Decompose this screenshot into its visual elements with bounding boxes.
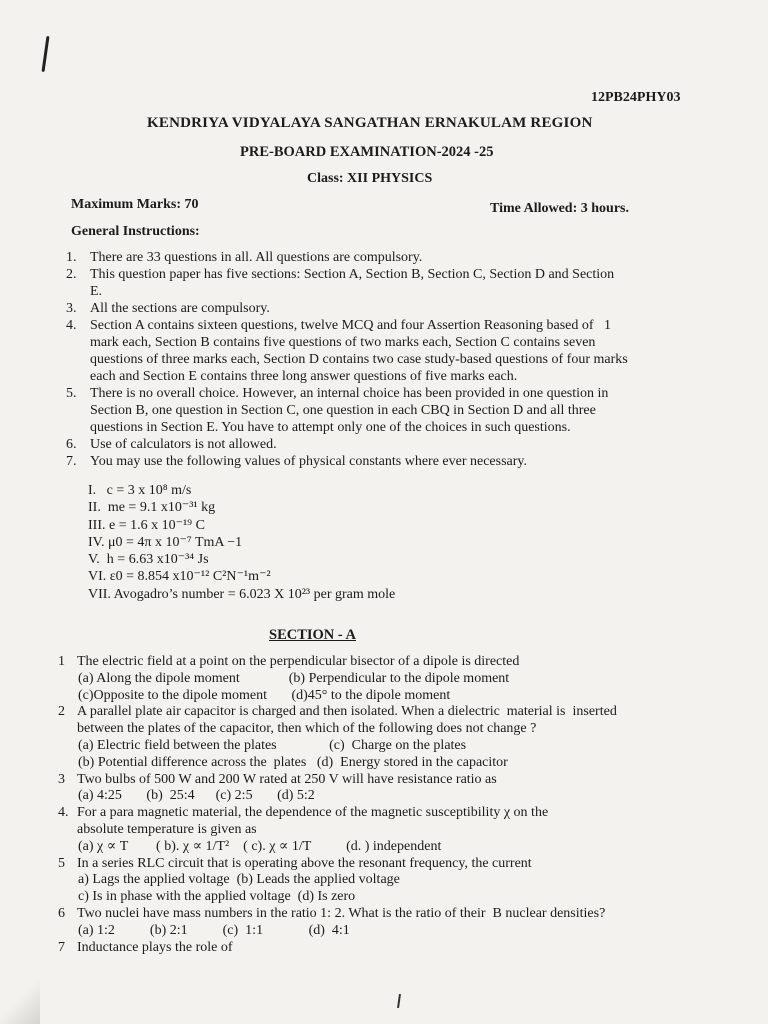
instruction-number bbox=[66, 351, 90, 368]
instruction-line bbox=[66, 266, 628, 283]
question-options: a) Lags the applied voltage (b) Leads the applied voltage bbox=[78, 872, 400, 888]
instruction-text: mark each, Section B contains five questions of two marks each, Section C contains seven bbox=[90, 335, 596, 350]
question-number bbox=[58, 822, 77, 839]
organization-title: KENDRIYA VIDYALAYA SANGATHAN ERNAKULAM REGION bbox=[147, 115, 593, 131]
instruction-line bbox=[66, 453, 628, 470]
instruction-number: 1. bbox=[66, 250, 77, 265]
page-corner-shadow bbox=[0, 960, 40, 1024]
pen-mark bbox=[397, 994, 401, 1008]
class-title: Class: XII PHYSICS bbox=[307, 171, 433, 186]
question-number: 6 bbox=[58, 905, 65, 921]
question-number: 3 bbox=[58, 771, 65, 787]
question-number: 7 bbox=[58, 939, 65, 955]
question-number bbox=[58, 721, 77, 738]
question-text: Inductance plays the role of bbox=[77, 939, 233, 955]
constant-item: III. e = 1.6 x 10⁻¹⁹ C bbox=[88, 517, 205, 533]
instruction-text: You may use the following values of physical constants where ever necessary. bbox=[90, 454, 528, 469]
instructions-list bbox=[66, 249, 628, 470]
instruction-line bbox=[66, 249, 628, 266]
question-line bbox=[58, 906, 617, 923]
instruction-number: 3. bbox=[66, 301, 77, 316]
instruction-number: 2. bbox=[66, 267, 77, 282]
question-text: Two bulbs of 500 W and 200 W rated at 250 V will have resistance ratio as bbox=[77, 771, 497, 787]
instructions-heading: General Instructions: bbox=[71, 224, 200, 239]
constants-list bbox=[88, 482, 395, 603]
instruction-text: each and Section E contains three long answer questions of five marks each. bbox=[90, 369, 518, 384]
instruction-number bbox=[66, 283, 90, 300]
question-line bbox=[58, 822, 617, 839]
constant-item: IV. μ0 = 4π x 10⁻⁷ TmA −1 bbox=[88, 534, 243, 550]
constant-item: II. me = 9.1 x10⁻³¹ kg bbox=[88, 500, 216, 516]
question-number: 2 bbox=[58, 704, 65, 720]
instruction-number bbox=[66, 368, 90, 385]
question-options: (a) 1:2 (b) 2:1 (c) 1:1 (d) 4:1 bbox=[78, 922, 350, 938]
constant-item: I. c = 3 x 10⁸ m/s bbox=[88, 483, 192, 498]
instruction-text: There is no overall choice. However, an internal choice has been provided in one question in bbox=[90, 386, 609, 401]
instruction-text: E. bbox=[90, 284, 103, 299]
instruction-line bbox=[66, 283, 628, 300]
question-text: absolute temperature is given as bbox=[77, 821, 257, 837]
question-options: (a) χ ∝ T ( b). χ ∝ 1/T² ( c). χ ∝ 1/T (d. ) independent bbox=[78, 838, 442, 854]
instruction-number: 5. bbox=[66, 386, 77, 401]
question-text: The electric field at a point on the perpendicular bisector of a dipole is directed bbox=[77, 654, 520, 669]
instruction-line bbox=[66, 436, 628, 453]
question-line bbox=[58, 704, 617, 721]
exam-title: PRE-BOARD EXAMINATION-2024 -25 bbox=[240, 144, 494, 160]
questions-list bbox=[58, 654, 617, 956]
question-text: In a series RLC circuit that is operating above the resonant frequency, the current bbox=[77, 855, 532, 871]
instruction-line bbox=[66, 334, 628, 351]
question-options: (b) Potential difference across the plates (d) Energy stored in the capacitor bbox=[78, 754, 508, 770]
instruction-text: Use of calculators is not allowed. bbox=[90, 437, 277, 452]
instruction-text: All the sections are compulsory. bbox=[90, 301, 270, 316]
question-line bbox=[58, 772, 617, 789]
question-line bbox=[58, 654, 617, 671]
instruction-text: questions of three marks each, Section D contains two case study-based questions of four marks bbox=[90, 352, 628, 367]
section-title: SECTION - A bbox=[269, 627, 357, 643]
question-number: 4. bbox=[58, 805, 69, 821]
instruction-line bbox=[66, 385, 628, 402]
constant-item: VI. ε0 = 8.854 x10⁻¹² C²N⁻¹m⁻² bbox=[88, 569, 271, 585]
constant-item: VII. Avogadro’s number = 6.023 X 10²³ per gram mole bbox=[88, 586, 396, 602]
time-allowed: Time Allowed: 3 hours. bbox=[490, 201, 629, 216]
instruction-text: This question paper has five sections: Section A, Section B, Section C, Section D and Section bbox=[90, 267, 615, 282]
instruction-number bbox=[66, 334, 90, 351]
instruction-text: Section B, one question in Section C, one question in each CBQ in Section D and all three bbox=[90, 403, 596, 418]
instruction-number bbox=[66, 402, 90, 419]
instruction-text: Section A contains sixteen questions, twelve MCQ and four Assertion Reasoning based of 1 bbox=[90, 318, 612, 333]
instruction-line bbox=[66, 351, 628, 368]
instruction-line bbox=[66, 317, 628, 334]
paper-code: 12PB24PHY03 bbox=[591, 90, 681, 105]
question-number: 1 bbox=[58, 654, 65, 669]
constant-item: V. h = 6.63 x10⁻³⁴ Js bbox=[88, 552, 209, 568]
instruction-line bbox=[66, 402, 628, 419]
question-options: (a) Electric field between the plates (c) Charge on the plates bbox=[78, 737, 467, 753]
handwritten-mark bbox=[42, 36, 50, 72]
instruction-line bbox=[66, 419, 628, 436]
question-text: between the plates of the capacitor, then which of the following does not change ? bbox=[77, 721, 537, 737]
question-text: Two nuclei have mass numbers in the ratio 1: 2. What is the ratio of their B nuclear densities? bbox=[77, 905, 606, 921]
instruction-number: 7. bbox=[66, 454, 77, 469]
instruction-number: 4. bbox=[66, 318, 77, 333]
question-options: (a) Along the dipole moment (b) Perpendicular to the dipole moment bbox=[78, 670, 510, 686]
question-options: (c)Opposite to the dipole moment (d)45° to the dipole moment bbox=[78, 687, 451, 703]
instruction-line bbox=[66, 368, 628, 385]
question-options: (a) 4:25 (b) 25:4 (c) 2:5 (d) 5:2 bbox=[78, 788, 315, 804]
question-line bbox=[58, 805, 617, 822]
maximum-marks: Maximum Marks: 70 bbox=[71, 197, 199, 212]
question-number: 5 bbox=[58, 855, 65, 871]
question-line bbox=[58, 721, 617, 738]
instruction-line bbox=[66, 300, 628, 317]
instruction-number bbox=[66, 419, 90, 436]
question-text: For a para magnetic material, the dependence of the magnetic susceptibility χ on the bbox=[77, 805, 549, 821]
question-text: A parallel plate air capacitor is charged and then isolated. When a dielectric material is inserted bbox=[77, 704, 617, 720]
instruction-text: There are 33 questions in all. All questions are compulsory. bbox=[90, 250, 423, 265]
instruction-text: questions in Section E. You have to attempt only one of the choices in such questions. bbox=[90, 420, 571, 435]
question-line bbox=[58, 940, 617, 957]
question-line bbox=[58, 856, 617, 873]
question-options: c) Is in phase with the applied voltage (d) Is zero bbox=[78, 889, 356, 905]
instruction-number: 6. bbox=[66, 437, 77, 452]
